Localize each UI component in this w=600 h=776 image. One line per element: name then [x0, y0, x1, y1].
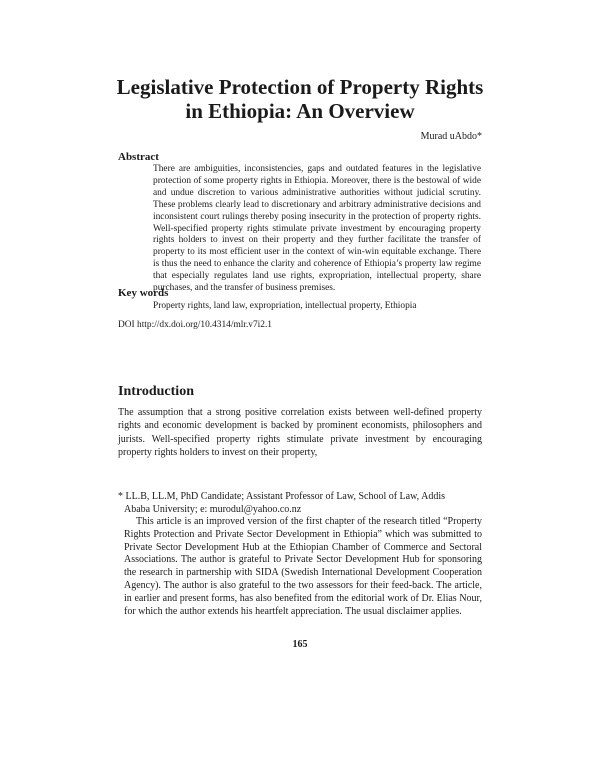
title-line-1: Legislative Protection of Property Rights — [116, 75, 484, 99]
title-line-2: in Ethiopia: An Overview — [185, 99, 415, 123]
keywords-heading: Key words — [118, 287, 169, 299]
abstract-text: There are ambiguities, inconsistencies, gaps and outdated features in the legislative protection of some property rights in Ethiopia. Moreover, there is the bestowal of wide and undue discretion to various administrative authorities without judicial scrutiny. These problems clearly lead to discretionary and arbitrary administrative decisions and inconsistent court rulings thereby posing insecurity in the protection of property rights. Well-specified property rights stimulate private investment by encouraging property rights holders to invest on their property and they further facilitate the transfer of property to its most efficient user in the context of win-win equitable exchange. There is thus the need to enhance the clarity and coherence of Ethiopia’s property law regime that especially regulates land use rights, expropriation, intellectual property, share purchases, and the transfer of business premises. — [153, 164, 481, 294]
footnote-affiliation-cont: Ababa University; e: murodul@yahoo.co.nz — [124, 503, 302, 515]
footnote-author-affiliation — [118, 491, 482, 517]
doi-link[interactable]: DOI http://dx.doi.org/10.4314/mlr.v7i2.1 — [118, 320, 272, 330]
footnote-affiliation-line: * LL.B, LL.M, PhD Candidate; Assistant Professor of Law, School of Law, Addis — [118, 491, 446, 502]
introduction-text: The assumption that a strong positive correlation exists between well-defined property rights and economic development is backed by prominent economists, philosophers and jurists. Well-specified property rights stimulate private investment by encouraging property rights holders to invest on their property, — [118, 407, 482, 459]
introduction-heading: Introduction — [118, 384, 194, 399]
abstract-heading: Abstract — [118, 151, 159, 163]
author-name: Murad uAbdo* — [420, 131, 482, 142]
keywords-text: Property rights, land law, expropriation, intellectual property, Ethiopia — [153, 301, 417, 311]
footnote-acknowledgement: This article is an improved version of the first chapter of the research titled “Property Rights Protection and Private Sector Development in Ethiopia” which was submitted to Private Sector Development Hub at the Ethiopian Chamber of Commerce and Sectoral Associations. The author is grateful to Private Sector Development Hub for sponsoring the research in partnership with SIDA (Swedish International Development Cooperation Agency). The author is also grateful to the two assessors for their feed-back. The article, in earlier and present forms, has also benefited from the editorial work of Dr. Elias Nour, for which the author extends his heartfelt appreciation. The usual disclaimer applies. — [124, 516, 482, 617]
page-number: 165 — [292, 639, 308, 650]
